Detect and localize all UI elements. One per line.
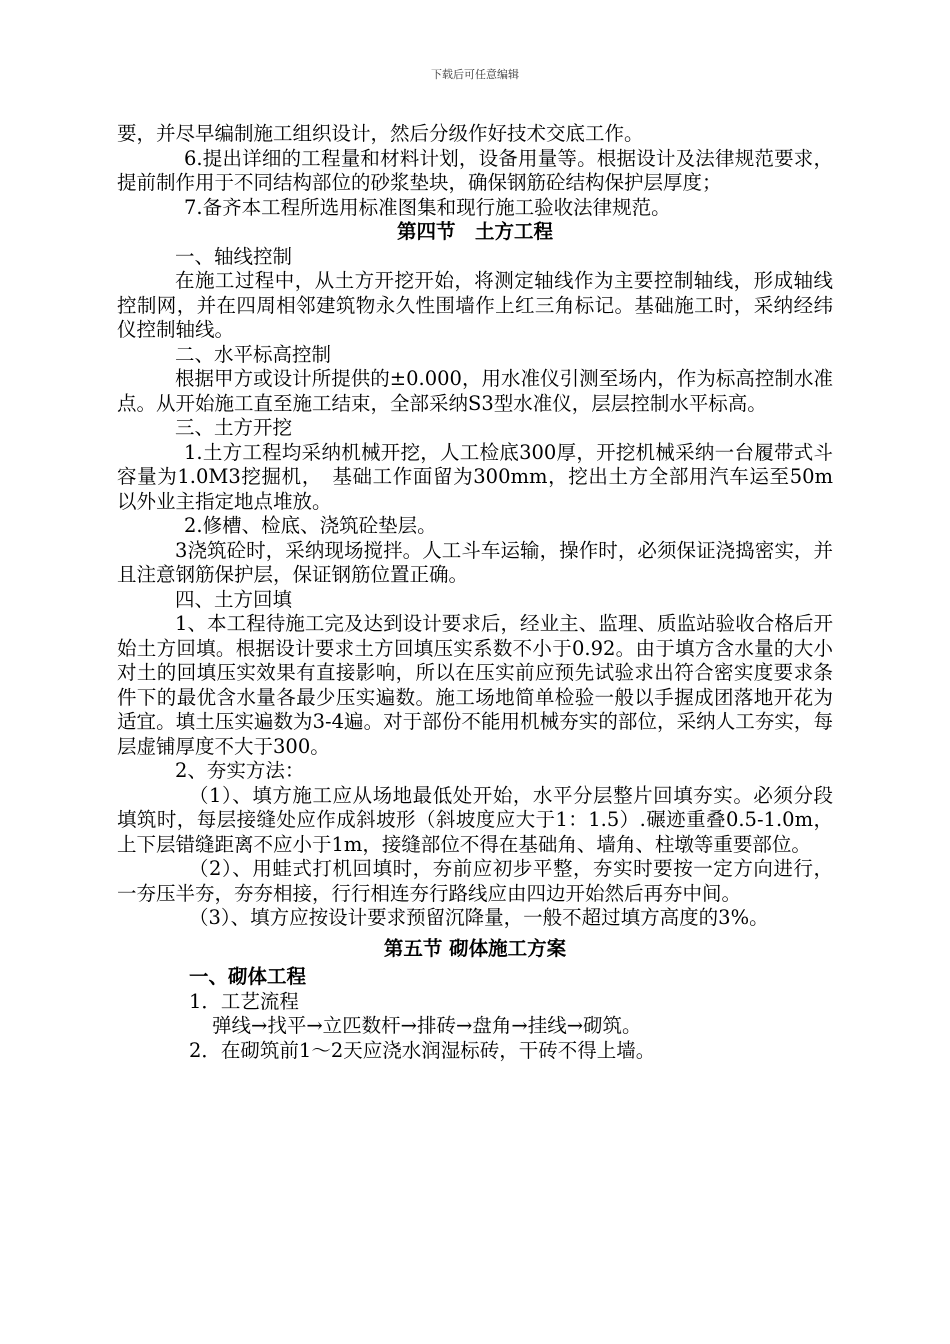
document-body [117, 122, 833, 1063]
section-heading: 第四节 土方工程 [396, 220, 553, 243]
subheading: 三、土方开挖 [175, 416, 293, 439]
paragraph: 要，并尽早编制施工组织设计，然后分级作好技术交底工作。 [117, 122, 644, 145]
paragraph: 在施工过程中，从土方开挖开始，将测定轴线作为主要控制轴线，形成轴线控制网，并在四周相邻建筑物永久性围墙作上红三角标记。基础施工时，采纳经纬仪控制轴线。 [117, 269, 833, 341]
paragraph: （2）、用蛙式打机回填时，夯前应初步平整，夯实时要按一定方向进行，一夯压半夯，夯夯相接，行行相连夯行路线应由四边开始然后再夯中间。 [117, 857, 833, 905]
paragraph: 根据甲方或设计所提供的±0.000，用水准仪引测至场内，作为标高控制水准点。从开始施工直至施工结束，全部采纳S3型水准仪，层层控制水平标高。 [117, 367, 833, 415]
paragraph: 弹线→找平→立匹数杆→排砖→盘角→挂线→砌筑。 [212, 1014, 642, 1037]
paragraph: 2．在砌筑前1～2天应浇水润湿标砖，干砖不得上墙。 [189, 1038, 656, 1062]
paragraph: 3浇筑砼时，采纳现场搅拌。人工斗车运输，操作时，必须保证浇捣密实，并且注意钢筋保护层，保证钢筋位置正确。 [117, 538, 833, 586]
paragraph: 1.土方工程均采纳机械开挖，人工检底300厚，开挖机械采纳一台履带式斗容量为1.0M3挖掘机， 基础工作面留为300mm，挖出土方全部用汽车运至50m以外业主指定地点堆放。 [117, 440, 833, 513]
subheading: 一、砌体工程 [189, 965, 307, 988]
paragraph: 7.备齐本工程所选用标准图集和现行施工验收法律规范。 [184, 195, 671, 219]
section-heading: 第五节 砌体施工方案 [383, 936, 567, 960]
header-note: 下载后可任意编辑 [431, 68, 519, 81]
subheading: 一、轴线控制 [175, 244, 293, 268]
paragraph: 1．工艺流程 [189, 989, 299, 1013]
paragraph: （1）、填方施工应从场地最低处开始，水平分层整片回填夯实。必须分段填筑时，每层接缝处应作成斜坡形（斜坡度应大于1：1.5）.碾迹重叠0.5-1.0m，上下层错缝距离不应小于1m，接缝部位不得在基础角、墙角、柱墩等重要部位。 [117, 783, 833, 856]
subheading: 二、水平标高控制 [175, 342, 332, 366]
paragraph: 2.修槽、检底、浇筑砼垫层。 [184, 514, 437, 537]
paragraph: （3）、填方应按设计要求预留沉降量，一般不超过填方高度的3%。 [189, 906, 769, 929]
paragraph: 1、本工程待施工完及达到设计要求后，经业主、监理、质监站验收合格后开始土方回填。根据设计要求土方回填压实系数不小于0.92。由于填方含水量的大小对土的回填压实效果有直接影响，所以在压实前应预先试验求出符合密实度要求条件下的最优含水量各最少压实遍数。施工场地简单检验一般以手握成团落地开花为适宜。填土压实遍数为3-4遍。对于部份不能用机械夯实的部位，采纳人工夯实，每层虚铺厚度不大于300。 [117, 612, 833, 758]
paragraph: 2、夯实方法： [175, 759, 305, 782]
paragraph: 6.提出详细的工程量和材料计划，设备用量等。根据设计及法律规范要求，提前制作用于不同结构部位的砂浆垫块，确保钢筋砼结构保护层厚度； [117, 146, 833, 194]
subheading: 四、土方回填 [175, 587, 293, 611]
